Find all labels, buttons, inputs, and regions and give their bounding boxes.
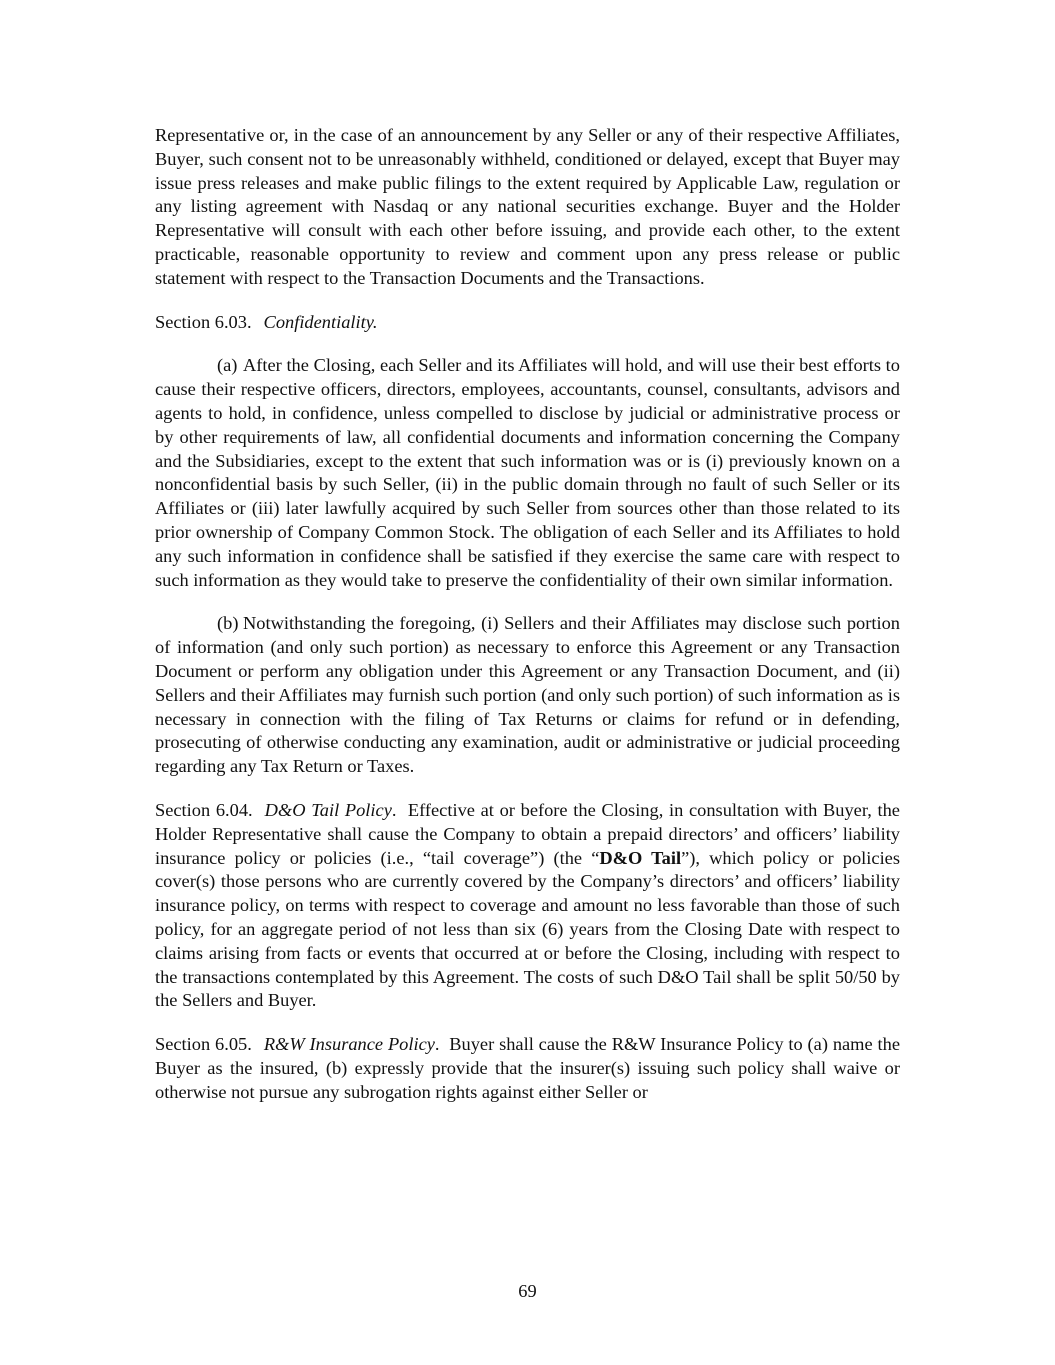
paragraph-text: Notwithstanding the foregoing, (i) Sellers and their Affiliates may disclose such portion of information (and only such portion) as necessary to enforce this Agreement or any Transaction Document or perform any obligation under this Agreement or any Transaction Document, and (ii) Sellers and their Affiliates may furnish such portion (and only such portion) of such information as is necessary in connection with the filing of Tax Returns or claims for refund or in defending, prosecuting of otherwise conducting any examination, audit or administrative or judicial proceeding regarding any Tax Return or Taxes. [155, 613, 900, 777]
paragraph-6-03-a [155, 354, 900, 592]
section-6-05 [155, 1033, 900, 1104]
paragraph-label: (a) [217, 355, 238, 376]
continuation-paragraph: Representative or, in the case of an announcement by any Seller or any of their respective Affiliates, Buyer, such consent not to be unreasonably withheld, conditioned or delayed, except that Buyer may issue press releases and make public filings to the extent required by Applicable Law, regulation or any listing agreement with Nasdaq or any national securities exchange. Buyer and the Holder Representative will consult with each other before issuing, and provide each other, to the extent practicable, reasonable opportunity to review and comment upon any press release or public statement with respect to the Transaction Documents and the Transactions. [155, 125, 900, 288]
section-title: R&W Insurance Policy [263, 1034, 435, 1055]
section-title: D&O Tail Policy [264, 799, 392, 820]
section-title-period: . [434, 1034, 440, 1055]
paragraph-6-03-b [155, 612, 900, 779]
defined-term: D&O Tail [599, 847, 682, 868]
section-number: Section 6.04. [155, 799, 253, 820]
section-number: Section 6.03. [155, 311, 252, 332]
section-title-period: . [391, 799, 397, 820]
paragraph-label: (b) [217, 613, 239, 634]
section-number: Section 6.05. [155, 1034, 252, 1055]
page-number: 69 [518, 1281, 537, 1301]
section-6-03-heading [155, 311, 900, 335]
section-text-part2: ”), which policy or policies cover(s) those persons who are currently covered by the Company’s directors’ and officers’ liability insurance policy, on terms with respect to coverage and amount no less favorable than those of such policy, for an aggregate period of not less than six (6) years from the Closing Date with respect to claims arising from facts or events that occurred at or before the Closing, including with respect to the transactions contemplated by this Agreement. The costs of such D&O Tail shall be split 50/50 by the Sellers and Buyer. [155, 847, 900, 1011]
document-body [155, 124, 900, 1124]
section-title: Confidentiality. [263, 311, 378, 332]
section-6-04 [155, 799, 900, 1013]
paragraph-text: After the Closing, each Seller and its Affiliates will hold, and will use their best efforts to cause their respective officers, directors, employees, accountants, counsel, consultants, advisors and agents to hold, in confidence, unless compelled to disclose by judicial or administrative process or by other requirements of law, all confidential documents and information concerning the Company and the Subsidiaries, except to the extent that such information was or is (i) previously known on a nonconfidential basis by such Seller, (ii) in the public domain through no fault of such Seller or its Affiliates or (iii) later lawfully acquired by such Seller from sources other than those related to its prior ownership of Company Common Stock. The obligation of each Seller and its Affiliates to hold any such information in confidence shall be satisfied if they exercise the same care with respect to such information as they would take to preserve the confidentiality of their own similar information. [155, 355, 900, 590]
section-text: Buyer shall cause the R&W Insurance Policy to (a) name the Buyer as the insured, (b) expressly provide that the insurer(s) issuing such policy shall waive or otherwise not pursue any subrogation rights against either Seller or [155, 1034, 900, 1102]
section-text-part1: Effective at or before the Closing, in consultation with Buyer, the Holder Representative shall cause the Company to obtain a prepaid directors’ and officers’ liability insurance policy or policies (i.e., “tail coverage”) (the “ [155, 799, 900, 868]
